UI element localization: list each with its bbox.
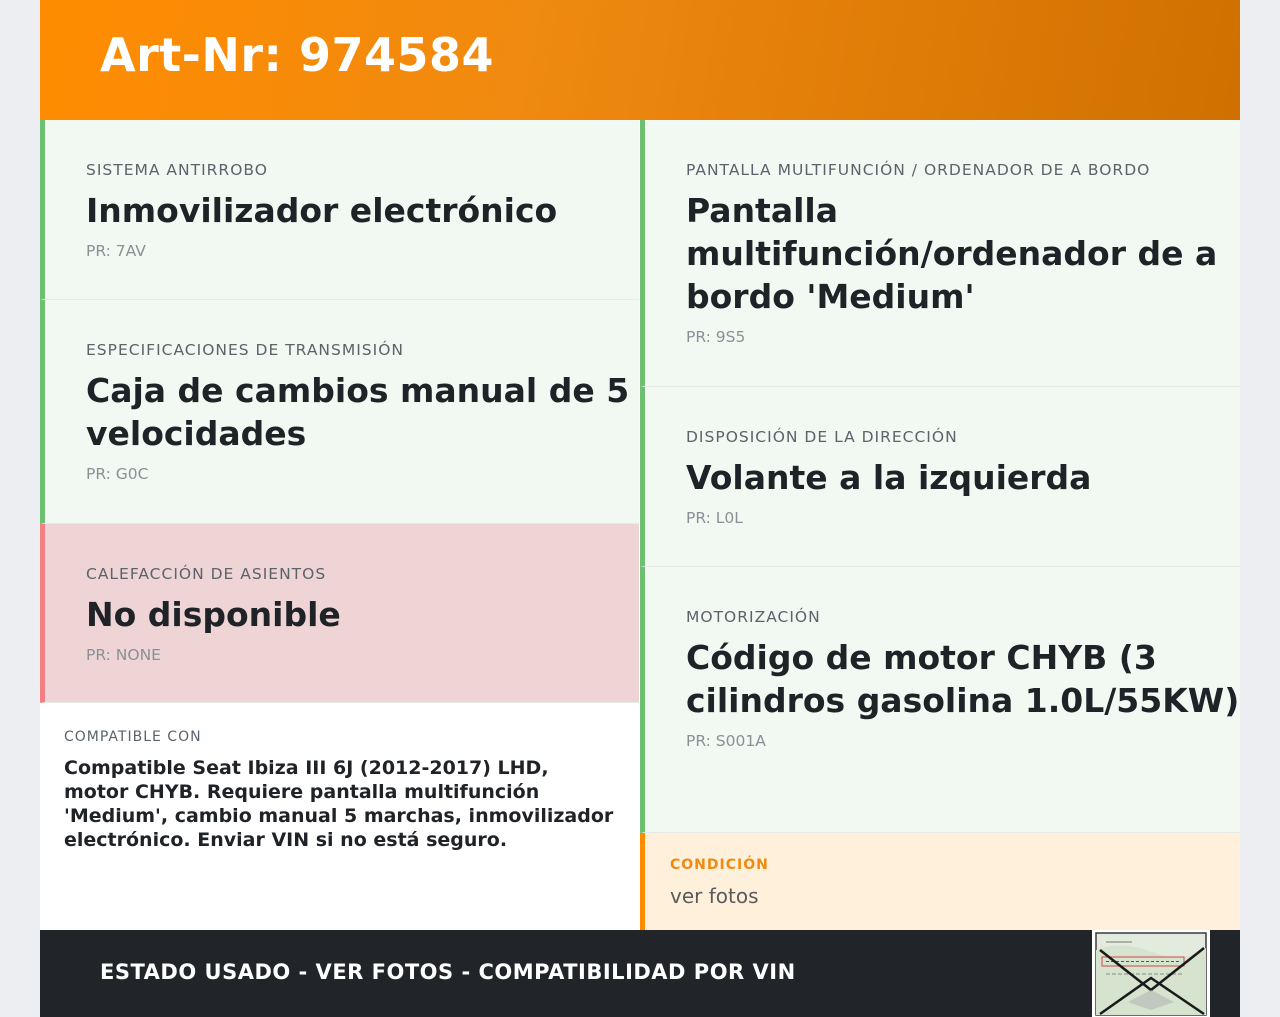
footer [40,930,1240,1017]
feature-value: Caja de cambios manual de 5 velocidades [86,371,630,453]
feature-pr-code: PR: S001A [686,732,766,750]
condition-label: CONDICIÓN [670,857,769,873]
feature-value: Pantalla multifunción/ordenador de a bordo 'Medium' [686,191,1218,316]
feature-pr-code: PR: G0C [86,465,149,483]
condition-box [640,833,1240,930]
feature-value: No disponible [86,595,341,634]
product-sheet [40,0,1240,1017]
feature-seat-heating [40,524,639,703]
feature-engine [640,567,1240,833]
footer-text: ESTADO USADO - VER FOTOS - COMPATIBILIDAD POR VIN [100,960,796,984]
feature-pr-code: PR: NONE [86,646,161,664]
feature-pr-code: PR: L0L [686,509,743,527]
compatibility-box [40,703,639,930]
page-title: Art-Nr: 974584 [100,28,495,82]
photo-thumbnail[interactable] [1092,930,1210,1017]
feature-pr-code: PR: 7AV [86,242,146,260]
feature-value: Inmovilizador electrónico [86,191,558,230]
feature-antitheft [40,120,639,300]
compatibility-label: COMPATIBLE CON [64,729,202,745]
feature-label: PANTALLA MULTIFUNCIÓN / ORDENADOR DE A BORDO [686,161,1151,179]
condition-text: ver fotos [670,884,759,908]
feature-label: ESPECIFICACIONES DE TRANSMISIÓN [86,341,405,359]
feature-label: DISPOSICIÓN DE LA DIRECCIÓN [686,428,958,446]
feature-label: CALEFACCIÓN DE ASIENTOS [86,565,327,583]
feature-steering [640,387,1240,567]
feature-label: MOTORIZACIÓN [686,608,821,626]
feature-transmission [40,300,639,524]
feature-pr-code: PR: 9S5 [686,328,746,346]
feature-value: Código de motor CHYB (3 cilindros gasolina 1.0L/55KW) [686,638,1240,720]
feature-value: Volante a la izquierda [686,458,1092,497]
compatibility-text: Compatible Seat Ibiza III 6J (2012-2017) LHD, motor CHYB. Requiere pantalla multifunción 'Medium', cambio manual 5 marchas, inmovilizador electrónico. Enviar VIN si no está seguro. [64,757,614,851]
feature-label: SISTEMA ANTIRROBO [86,161,268,179]
header [40,0,1240,120]
feature-display [640,120,1240,387]
